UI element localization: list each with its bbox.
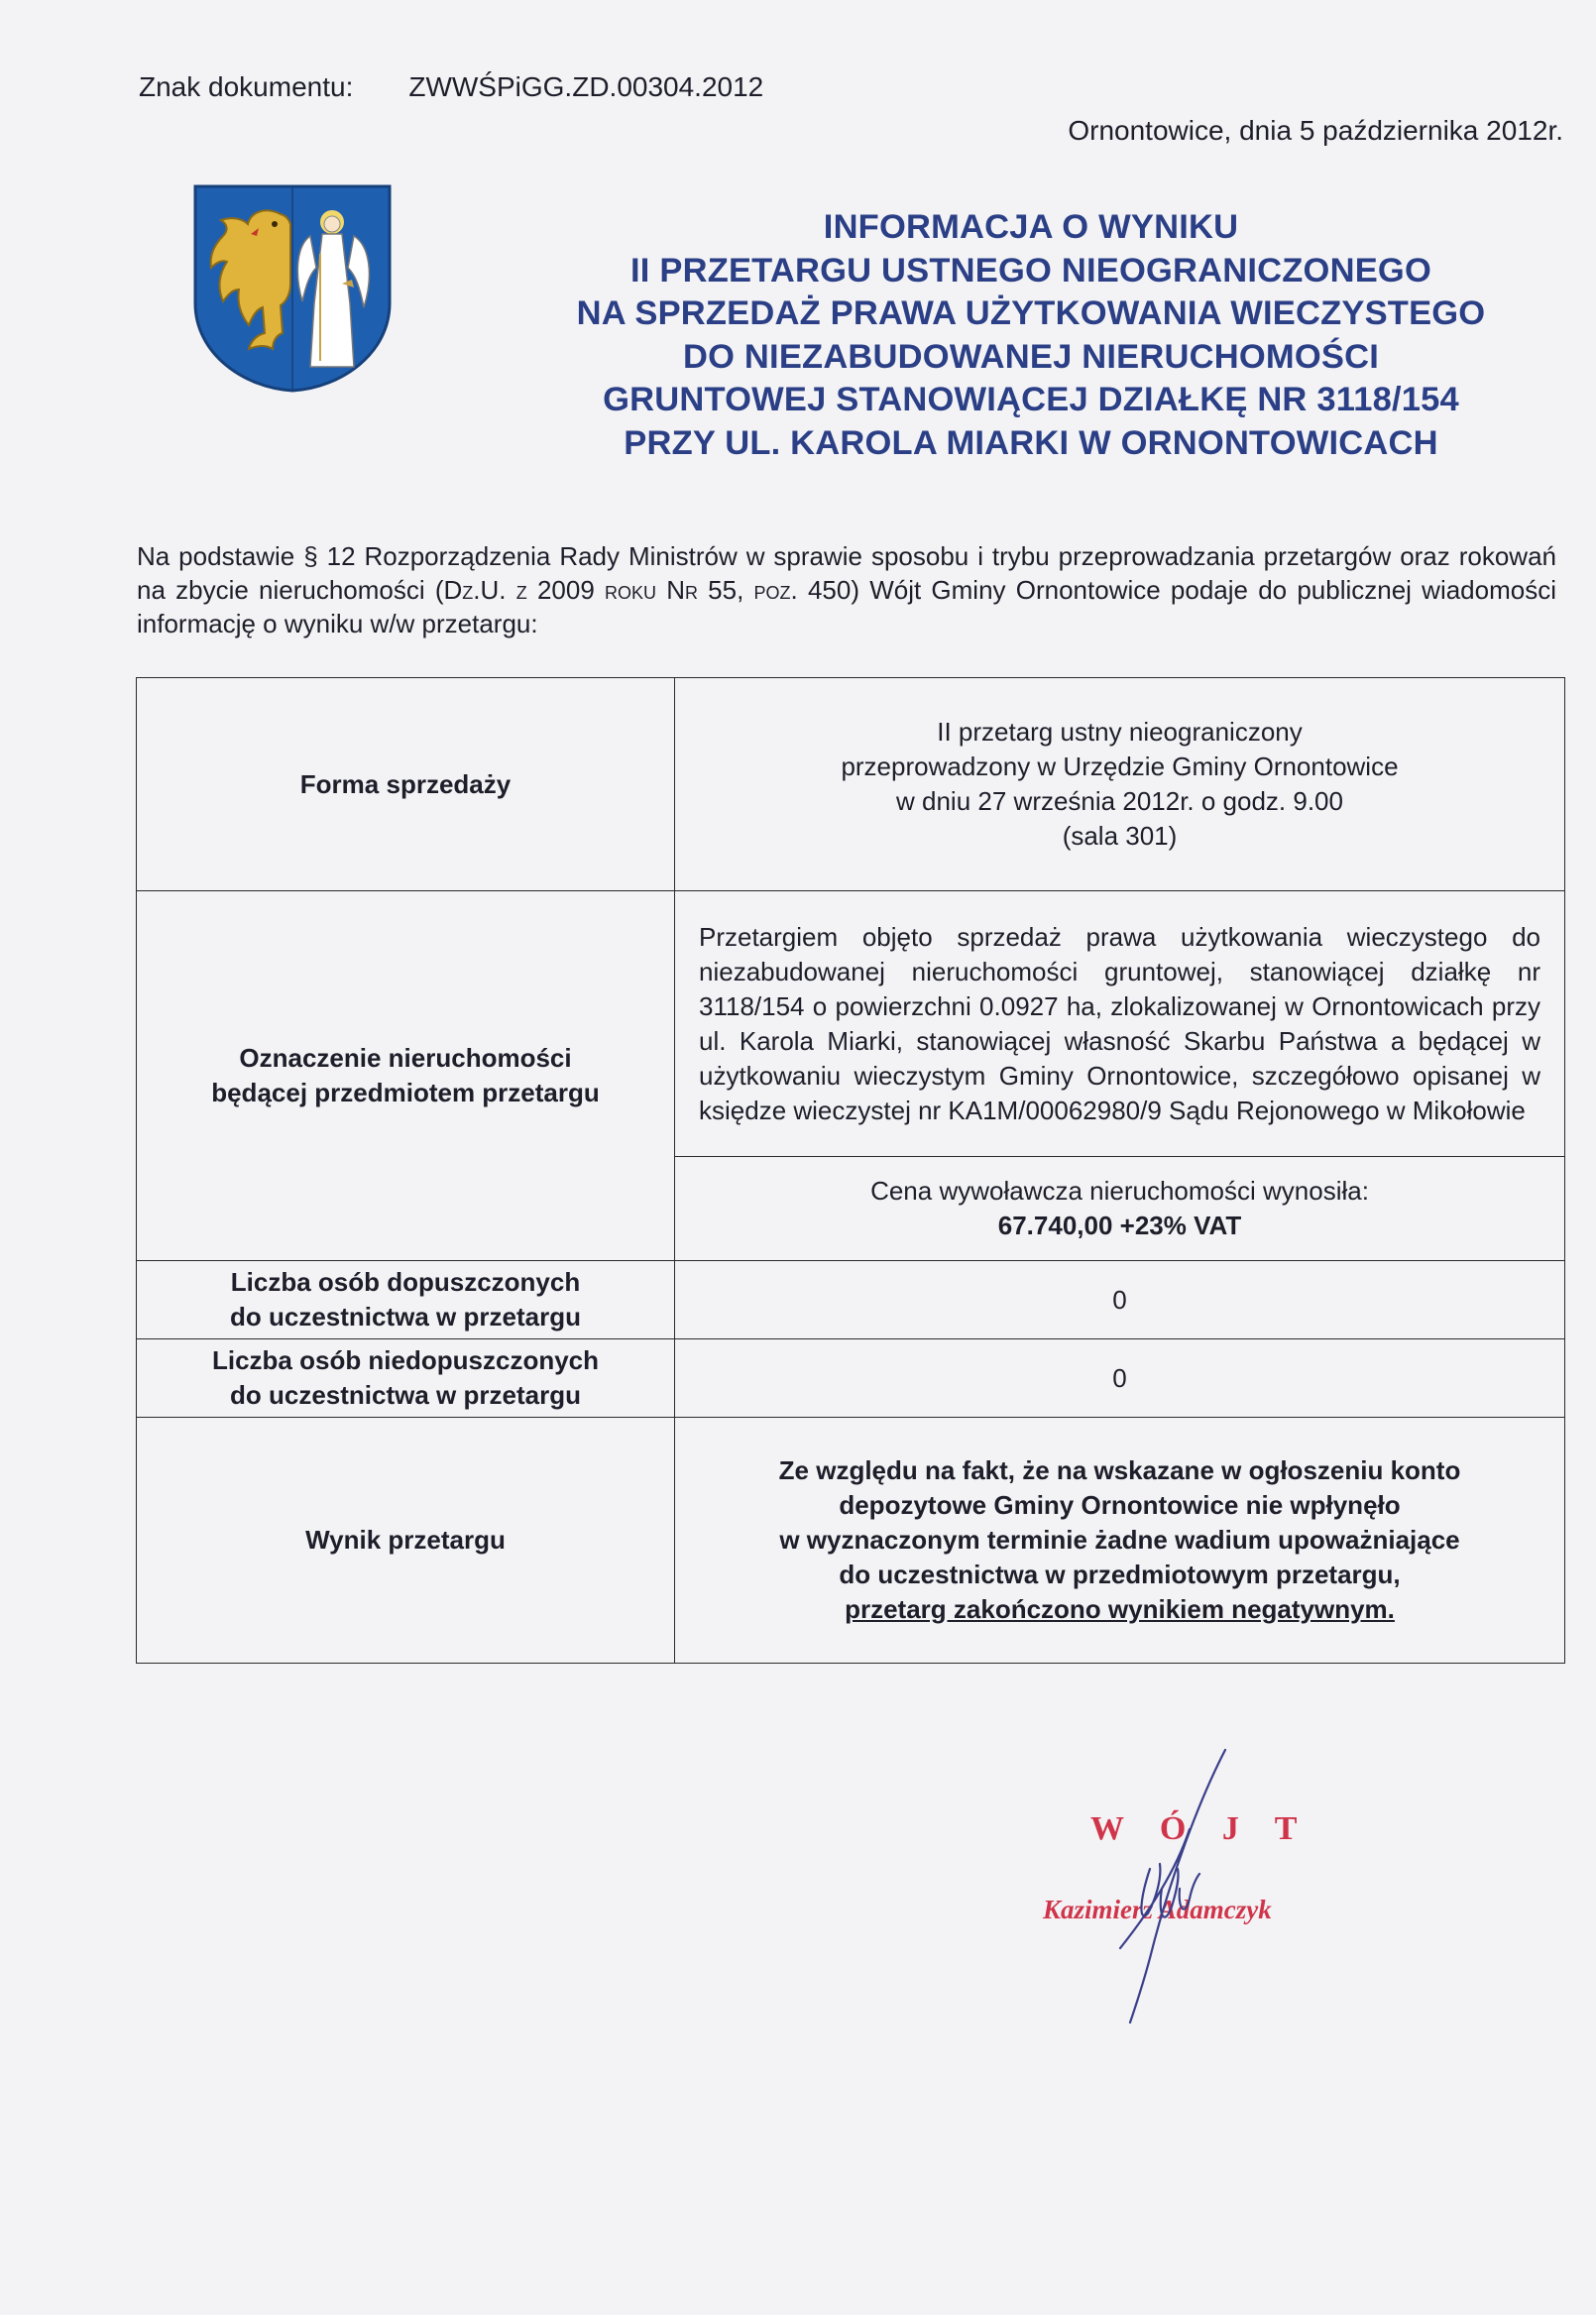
rejected-value: 0 xyxy=(675,1339,1565,1418)
result-line: w wyznaczonym terminie żadne wadium upoważniające xyxy=(779,1525,1460,1555)
title-line: DO NIEZABUDOWANEJ NIERUCHOMOŚCI xyxy=(683,337,1379,376)
intro-text-start: Na podstawie § 12 Rozporządzenia Rady Ministrów w sprawie sposobu i trybu przeprowadzania przetargów oraz rokowań na zbycie nieruchomości ( xyxy=(137,541,1556,605)
document-title xyxy=(466,206,1596,465)
form-line: w dniu 27 września 2012r. o godz. 9.00 xyxy=(896,786,1343,816)
admitted-label-line: do uczestnictwa w przetargu xyxy=(230,1302,581,1331)
signature-stamp xyxy=(1031,1740,1348,2027)
property-label-line: Oznaczenie nieruchomości xyxy=(239,1043,572,1073)
price-value: 67.740,00 +23% VAT xyxy=(997,1211,1242,1240)
title-line: PRZY UL. KAROLA MIARKI W ORNONTOWICACH xyxy=(624,423,1438,462)
result-value xyxy=(675,1418,1565,1664)
result-line: depozytowe Gminy Ornontowice nie wpłynęło xyxy=(839,1490,1401,1520)
form-line: przeprowadzony w Urzędzie Gminy Ornontowice xyxy=(841,752,1399,781)
property-label xyxy=(137,891,675,1261)
form-value xyxy=(675,678,1565,891)
handwritten-signature xyxy=(1120,1750,1225,2023)
intro-paragraph xyxy=(137,539,1556,640)
result-label: Wynik przetargu xyxy=(137,1418,675,1664)
result-line: do uczestnictwa w przedmiotowym przetargu, xyxy=(839,1560,1401,1589)
coat-of-arms-icon xyxy=(193,184,392,393)
rejected-label-line: do uczestnictwa w przetargu xyxy=(230,1380,581,1410)
stamp-name: Kazimierz Adamczyk xyxy=(1043,1895,1272,1924)
auction-info-table xyxy=(136,677,1565,1664)
price-label: Cena wywoławcza nieruchomości wynosiła: xyxy=(870,1176,1369,1206)
form-line: (sala 301) xyxy=(1062,821,1178,851)
title-line: NA SPRZEDAŻ PRAWA UŻYTKOWANIA WIECZYSTEGO xyxy=(576,294,1486,332)
form-label: Forma sprzedaży xyxy=(137,678,675,891)
starting-price xyxy=(675,1157,1565,1261)
title-line: INFORMACJA O WYNIKU xyxy=(823,208,1239,246)
title-line: GRUNTOWEJ STANOWIĄCEJ DZIAŁKĘ NR 3118/154 xyxy=(603,381,1459,418)
result-line: Ze względu na fakt, że na wskazane w ogłoszeniu konto xyxy=(778,1455,1461,1485)
table-row xyxy=(137,1261,1565,1339)
form-line: II przetarg ustny nieograniczony xyxy=(937,717,1303,747)
place-date: Ornontowice, dnia 5 października 2012r. xyxy=(1068,115,1563,146)
title-line: II PRZETARGU USTNEGO NIEOGRANICZONEGO xyxy=(630,251,1431,289)
rejected-label xyxy=(137,1339,675,1418)
property-description: Przetargiem objęto sprzedaż prawa użytkowania wieczystego do niezabudowanej nieruchomości gruntowej, stanowiącej działkę nr 3118/154 o powierzchni 0.0927 ha, zlokalizowanej w Ornontowicach przy ul. Karola Miarki, stanowiącej własność Skarbu Państwa a będącej w użytkowaniu wieczystym Gminy Ornontowice, szczegółowo opisanej w księdze wieczystej nr KA1M/00062980/9 Sądu Rejonowego w Mikołowie xyxy=(675,891,1565,1157)
table-row xyxy=(137,678,1565,891)
document-sign xyxy=(139,71,763,103)
table-row xyxy=(137,891,1565,1157)
document-sign-value: ZWWŚPiGG.ZD.00304.2012 xyxy=(408,71,764,102)
admitted-label-line: Liczba osób dopuszczonych xyxy=(230,1267,581,1297)
rejected-label-line: Liczba osób niedopuszczonych xyxy=(211,1345,600,1375)
stamp-title: W Ó J T xyxy=(1090,1810,1311,1847)
intro-text-end: 450) Wójt Gminy Ornontowice podaje do publicznej wiadomości informację o wyniku w/w przetargu: xyxy=(137,575,1556,638)
admitted-value: 0 xyxy=(675,1261,1565,1339)
result-conclusion: przetarg zakończono wynikiem negatywnym. xyxy=(845,1594,1395,1624)
table-row xyxy=(137,1339,1565,1418)
property-label-line: będącej przedmiotem przetargu xyxy=(211,1078,600,1107)
document-sign-label: Znak dokumentu: xyxy=(139,71,354,102)
legal-reference: Dz.U. z 2009 roku Nr 55, poz. xyxy=(443,575,798,605)
table-row xyxy=(137,1418,1565,1664)
admitted-label xyxy=(137,1261,675,1339)
